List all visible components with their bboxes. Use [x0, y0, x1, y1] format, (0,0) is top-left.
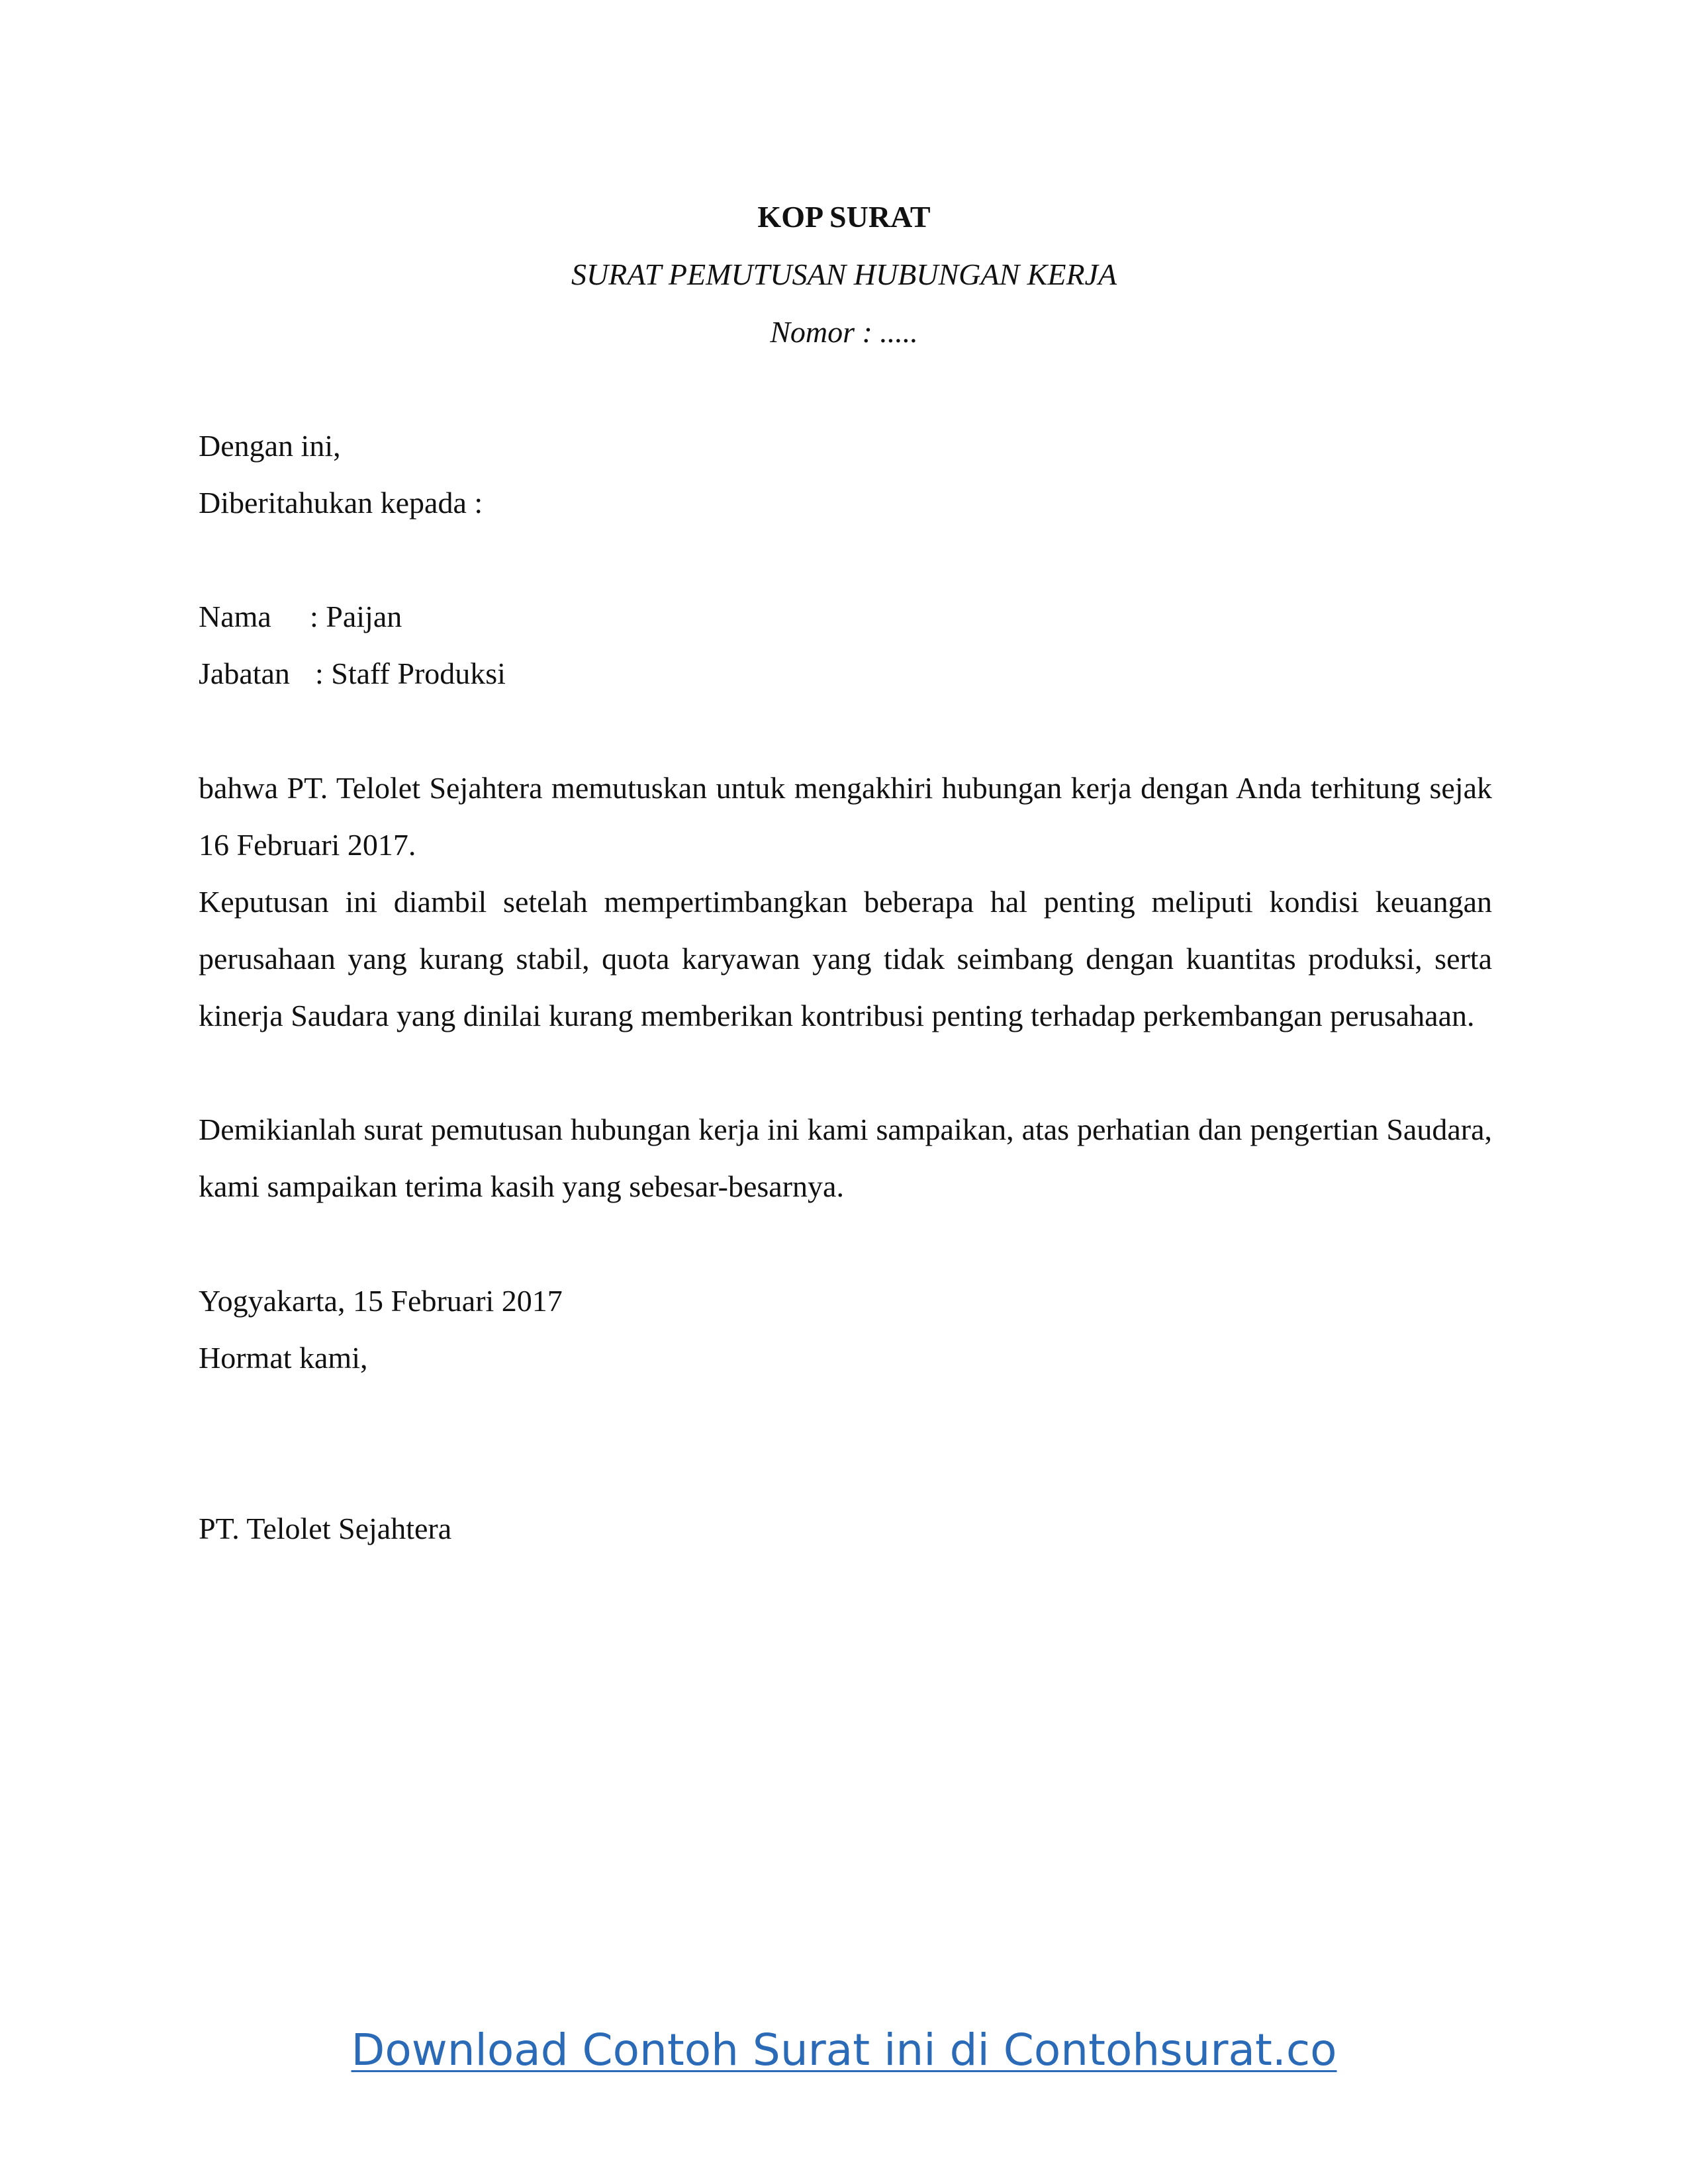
- opening-line: Dengan ini,: [199, 429, 341, 463]
- name-label: Nama: [199, 600, 271, 633]
- body-paragraph-termination: bahwa PT. Telolet Sejahtera memutuskan untuk mengakhiri hubungan kerja dengan Anda terhitung sejak 16 Februari 2017.: [199, 771, 1492, 862]
- letter-subject: SURAT PEMUTUSAN HUBUNGAN KERJA: [571, 257, 1117, 291]
- position-label: Jabatan: [199, 657, 290, 690]
- letterhead-title: KOP SURAT: [757, 200, 931, 234]
- signatory-company: PT. Telolet Sejahtera: [199, 1512, 452, 1545]
- name-value: : Paijan: [310, 600, 402, 633]
- download-link[interactable]: Download Contoh Surat ini di Contohsurat.co: [351, 2025, 1337, 2075]
- body-paragraph-reasons: Keputusan ini diambil setelah mempertimbangkan beberapa hal penting meliputi kondisi keuangan perusahaan yang kurang stabil, quota karyawan yang tidak seimbang dengan kuantitas produksi, serta kinerja Saudara yang dinilai kurang memberikan kontribusi penting terhadap perkembangan perusahaan.: [199, 885, 1492, 1032]
- letter-number: Nomor : .....: [770, 315, 918, 349]
- name-field: [199, 598, 402, 635]
- place-date: Yogyakarta, 15 Februari 2017: [199, 1284, 563, 1318]
- recipient-intro: Diberitahukan kepada :: [199, 486, 483, 520]
- position-field: [199, 655, 506, 692]
- closing-salutation: Hormat kami,: [199, 1341, 368, 1375]
- body-paragraph-closing: Demikianlah surat pemutusan hubungan kerja ini kami sampaikan, atas perhatian dan pengertian Saudara, kami sampaikan terima kasih yang sebesar-besarnya.: [199, 1113, 1492, 1203]
- position-value: : Staff Produksi: [315, 657, 506, 690]
